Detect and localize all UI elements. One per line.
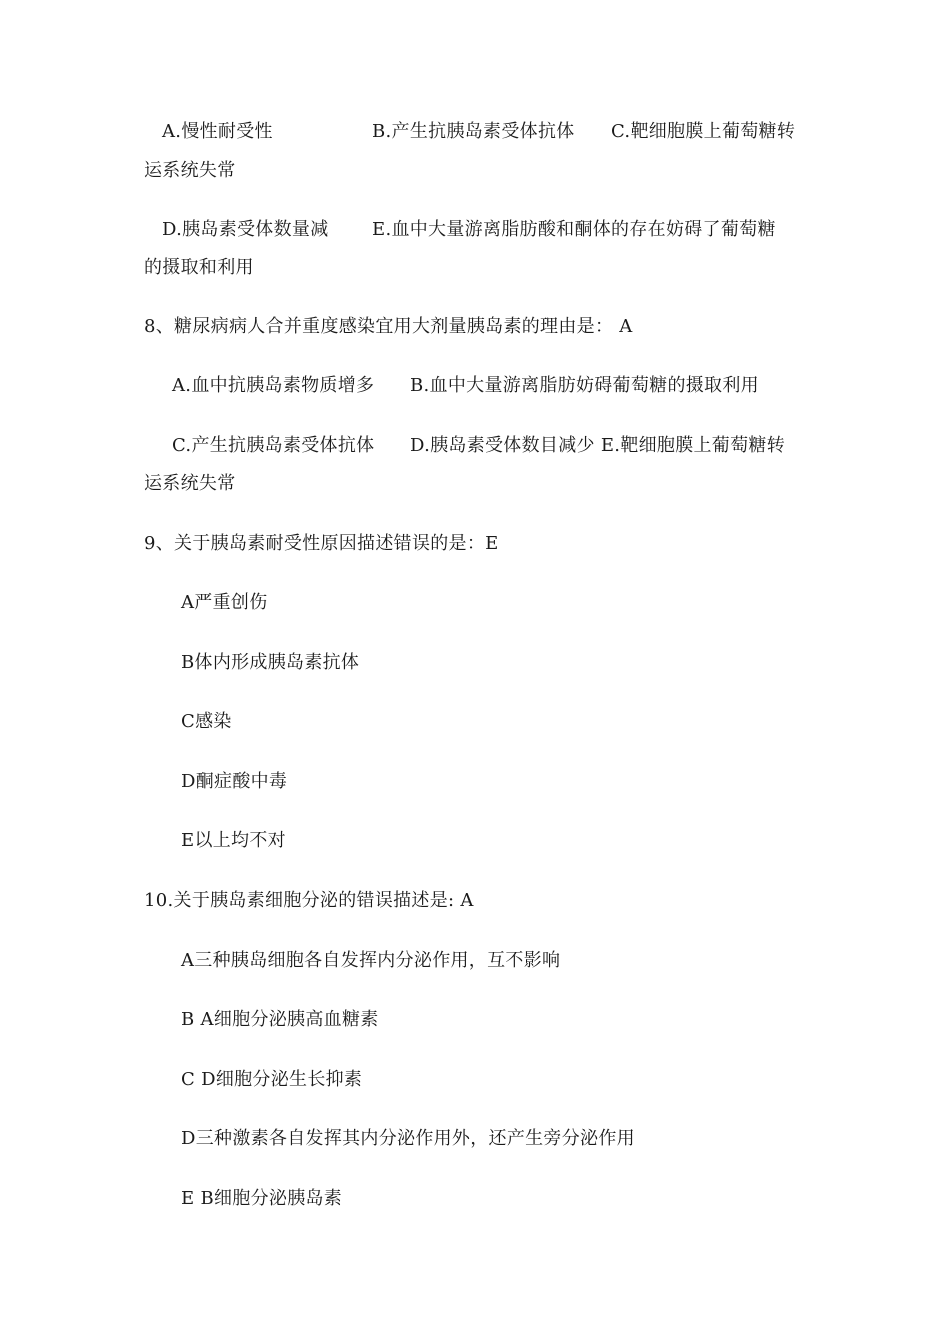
q7-option-b: B.产生抗胰岛素受体抗体	[372, 121, 575, 142]
q10-option-a: A三种胰岛细胞各自发挥内分泌作用，互不影响	[181, 950, 561, 971]
q10-option-c: C D细胞分泌生长抑素	[181, 1069, 363, 1090]
q10-option-b: B A细胞分泌胰高血糖素	[181, 1009, 379, 1030]
q7-option-c: C.靶细胞膜上葡萄糖转	[611, 121, 796, 142]
q7-option-c-cont: 运系统失常	[144, 160, 236, 181]
q7-option-a: A.慢性耐受性	[162, 121, 273, 142]
q8-question: 8、糖尿病病人合并重度感染宜用大剂量胰岛素的理由是： A	[144, 316, 633, 337]
q9-option-a: A严重创伤	[181, 592, 268, 613]
q8-option-e-cont: 运系统失常	[144, 473, 236, 494]
q9-option-d: D酮症酸中毒	[181, 771, 288, 792]
q8-option-a: A.血中抗胰岛素物质增多	[172, 375, 375, 396]
q10-option-e: E B细胞分泌胰岛素	[181, 1188, 343, 1209]
q10-question: 10.关于胰岛素细胞分泌的错误描述是: A	[144, 890, 474, 911]
q8-option-d-e: D.胰岛素受体数目减少 E.靶细胞膜上葡萄糖转	[410, 435, 785, 456]
q9-option-b: B体内形成胰岛素抗体	[181, 652, 360, 673]
q8-option-b: B.血中大量游离脂肪妨碍葡萄糖的摄取利用	[410, 375, 759, 396]
q7-option-e-cont: 的摄取和利用	[144, 257, 254, 278]
q10-option-d: D三种激素各自发挥其内分泌作用外，还产生旁分泌作用	[181, 1128, 635, 1149]
q7-option-d: D.胰岛素受体数量减	[162, 219, 329, 240]
q9-option-c: C感染	[181, 711, 232, 732]
q9-option-e: E以上均不对	[181, 830, 286, 851]
q8-option-c: C.产生抗胰岛素受体抗体	[172, 435, 375, 456]
q9-question: 9、关于胰岛素耐受性原因描述错误的是：E	[144, 533, 499, 554]
q7-option-e: E.血中大量游离脂肪酸和酮体的存在妨碍了葡萄糖	[372, 219, 776, 240]
